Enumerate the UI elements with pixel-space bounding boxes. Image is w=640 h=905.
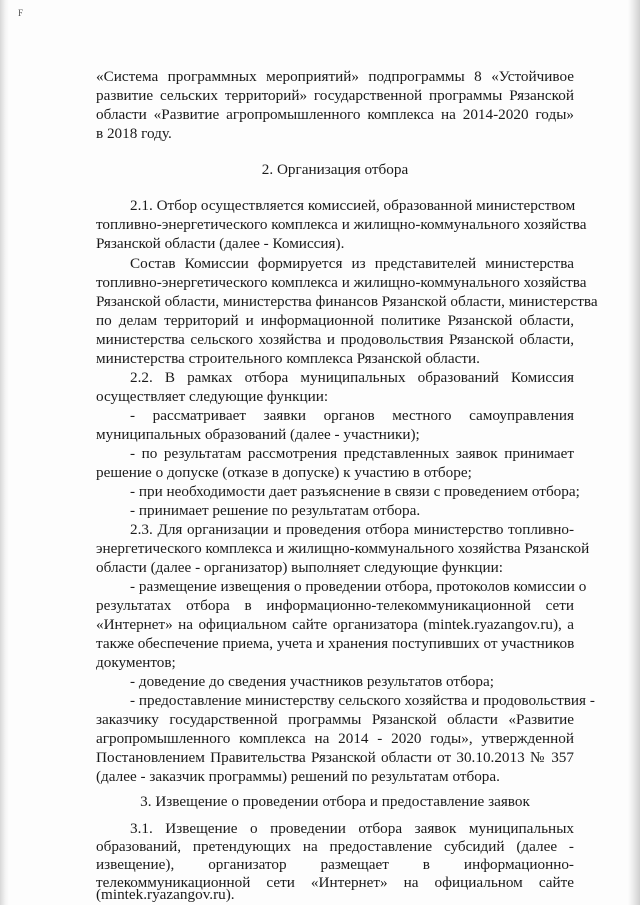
text-line: Рязанской области (далее - Комиссия). xyxy=(96,235,345,252)
text-line: извещение), организатор размещает в информационно- xyxy=(96,856,574,873)
text-line: - по результатам рассмотрения представленных заявок принимает xyxy=(130,445,574,462)
text-line: «Система программных мероприятий» подпрограммы 8 «Устойчивое xyxy=(96,68,574,85)
section-heading: 2. Организация отбора xyxy=(261,161,409,178)
text-line: решение о допуске (отказе в допуске) к участию в отборе; xyxy=(96,464,472,481)
text-line: документов; xyxy=(96,654,176,671)
text-line: энергетического комплекса и жилищно-коммунального хозяйства Рязанской xyxy=(96,540,590,557)
scan-edge-right xyxy=(628,0,640,905)
text-line: Рязанской области, министерства финансов Рязанской области, министерства xyxy=(96,293,598,310)
text-line: «Интернет» на официальном сайте организатора (mintek.ryazangov.ru), а xyxy=(96,616,574,633)
scan-edge-left xyxy=(0,0,9,905)
text-line: результатах отбора в информационно-телекоммуникационной сети xyxy=(96,597,574,614)
text-line: 2.2. В рамках отбора муниципальных образований Комиссия xyxy=(130,369,574,386)
text-line: 2.3. Для организации и проведения отбора министерство топливно- xyxy=(130,521,574,538)
text-line: Постановлением Правительства Рязанской области от 30.10.2013 № 357 xyxy=(96,749,574,766)
text-line: осуществляет следующие функции: xyxy=(96,388,329,405)
text-line: развитие сельских территорий» государственной программы Рязанской xyxy=(96,87,574,104)
text-line: - при необходимости дает разъяснение в связи с проведением отбора; xyxy=(130,483,580,500)
text-line: министерства строительного комплекса Рязанской области. xyxy=(96,350,480,367)
text-line: топливно-энергетического комплекса и жилищно-коммунального хозяйства xyxy=(96,216,587,233)
text-line: 2.1. Отбор осуществляется комиссией, образованной министерством xyxy=(130,197,576,214)
text-line: топливно-энергетического комплекса и жилищно-коммунального хозяйства xyxy=(96,274,587,291)
text-line: - принимает решение по результатам отбора. xyxy=(130,502,421,519)
text-line: - размещение извещения о проведении отбора, протоколов комиссии о xyxy=(130,578,587,595)
text-line: (mintek.ryazangov.ru). xyxy=(96,886,235,903)
text-line: министерства сельского хозяйства и продовольствия Рязанской области, xyxy=(96,331,574,348)
text-line: образований, претендующих на предоставление субсидий (далее - xyxy=(96,838,574,855)
text-line: 3.1. Извещение о проведении отбора заявок муниципальных xyxy=(130,820,574,837)
text-line: заказчику государственной программы Рязанской области «Развитие xyxy=(96,711,574,728)
text-line: - предоставление министерству сельского хозяйства и продовольствия - xyxy=(130,692,595,709)
text-line: Состав Комиссии формируется из представителей министерства xyxy=(130,255,574,272)
corner-mark: F xyxy=(18,8,24,18)
text-line: - рассматривает заявки органов местного самоуправления xyxy=(130,407,574,424)
text-line: (далее - заказчик программы) решений по результатам отбора. xyxy=(96,768,500,785)
text-line: телекоммуникационной сети «Интернет» на официальном сайте xyxy=(96,874,574,891)
text-line: - доведение до сведения участников результатов отбора; xyxy=(130,673,494,690)
text-line: области (далее - организатор) выполняет следующие функции: xyxy=(96,559,503,576)
text-line: по делам территорий и информационной политике Рязанской области, xyxy=(96,312,574,329)
text-line: также обеспечение приема, учета и хранения поступивших от участников xyxy=(96,635,575,652)
text-line: муниципальных образований (далее - участники); xyxy=(96,426,420,443)
text-line: в 2018 году. xyxy=(96,125,172,142)
text-line: области «Развитие агропромышленного комплекса на 2014-2020 годы» xyxy=(96,106,574,123)
section-heading: 3. Извещение о проведении отбора и предоставление заявок xyxy=(140,793,530,810)
text-line: агропромышленного комплекса на 2014 - 2020 годы», утвержденной xyxy=(96,730,574,747)
